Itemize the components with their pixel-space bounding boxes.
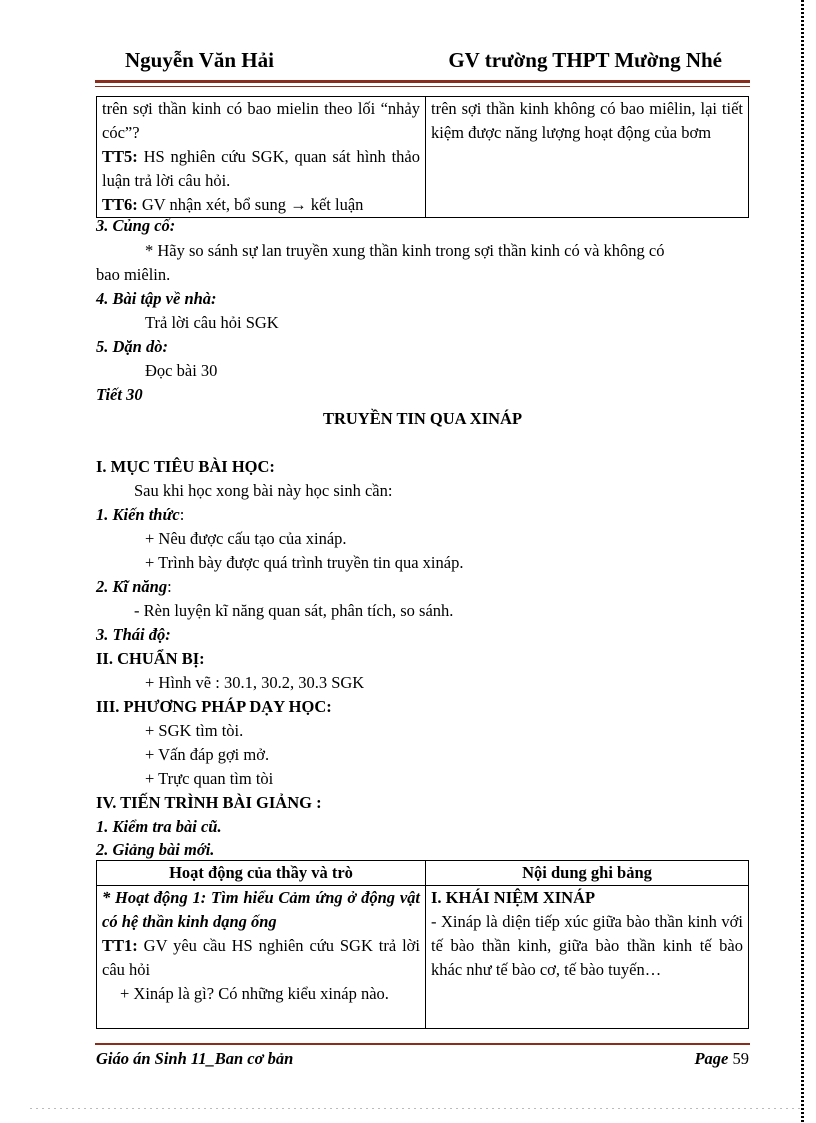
section-tiet: Tiết 30 <box>96 385 143 404</box>
activity-header-right: Nội dung ghi bảng <box>426 861 749 886</box>
top-left-line-1: trên sợi thần kinh có bao mielin theo lối “nhảy cóc”? <box>102 99 420 142</box>
activity-tt1: TT1: GV yêu cầu HS nghiên cứu SGK trả lời câu hỏi <box>102 936 420 979</box>
footer-rule <box>95 1043 750 1045</box>
section-kien-thuc: 1. Kiến thức: <box>96 505 185 524</box>
muc-tieu-text: Sau khi học xong bài này học sinh cần: <box>134 481 393 500</box>
header-author: Nguyễn Văn Hải <box>125 48 274 72</box>
section-muc-tieu: I. MỤC TIÊU BÀI HỌC: <box>96 457 275 476</box>
page-header <box>95 46 750 76</box>
page-border-bottom <box>30 1108 804 1109</box>
footer-page: Page 59 <box>694 1049 749 1068</box>
section-tien-trinh: IV. TIẾN TRÌNH BÀI GIẢNG : <box>96 793 322 812</box>
cung-co-text-1: * Hãy so sánh sự lan truyền xung thần kinh trong sợi thần kinh có và không có <box>145 241 665 260</box>
cung-co-text-2: bao miêlin. <box>96 265 171 284</box>
activity-header-left: Hoạt động của thầy và trò <box>97 861 426 886</box>
pp-1: + SGK tìm tòi. <box>145 721 244 740</box>
activity-right-cell <box>426 886 749 1029</box>
header-school: GV trường THPT Mường Nhé <box>448 48 722 72</box>
dan-do-text: Đọc bài 30 <box>145 361 218 380</box>
kien-thuc-2: + Trình bày được quá trình truyền tin qua xináp. <box>145 553 464 572</box>
top-table <box>96 96 749 218</box>
header-rule <box>95 80 750 83</box>
section-cung-co: 3. Củng cố: <box>96 216 176 235</box>
section-dan-do: 5. Dặn dò: <box>96 337 168 356</box>
section-phuong-phap: III. PHƯƠNG PHÁP DẠY HỌC: <box>96 697 332 716</box>
pp-2: + Vấn đáp gợi mở. <box>145 745 270 764</box>
section-bai-tap: 4. Bài tập về nhà: <box>96 289 217 308</box>
khai-niem-text: - Xináp là diện tiếp xúc giữa bào thần kinh với tế bào thần kinh, giữa bào thần kinh tế bào khác như tế bào cơ, tế bào tuyến… <box>431 912 743 979</box>
footer-left: Giáo án Sinh 11_Ban cơ bản <box>96 1049 294 1068</box>
kien-thuc-1: + Nêu được cấu tạo của xináp. <box>145 529 347 548</box>
bai-tap-text: Trả lời câu hỏi SGK <box>145 313 279 332</box>
page-footer <box>96 1049 749 1069</box>
activity-question: + Xináp là gì? Có những kiểu xináp nào. <box>120 984 389 1003</box>
top-table-right-cell: trên sợi thần kinh không có bao miêlin, lại tiết kiệm được năng lượng hoạt động của bơm <box>426 97 749 218</box>
section-kiem-tra: 1. Kiểm tra bài cũ. <box>96 817 222 836</box>
top-left-line-3: TT6: GV nhận xét, bổ sung → kết luận <box>102 195 364 214</box>
lesson-title: TRUYỀN TIN QUA XINÁP <box>322 409 523 428</box>
activity-table <box>96 860 749 1029</box>
page-number: 59 <box>732 1049 749 1068</box>
top-left-line-2: TT5: HS nghiên cứu SGK, quan sát hình thảo luận trả lời câu hỏi. <box>102 147 420 190</box>
header-rule-thin <box>95 86 750 87</box>
chuan-bi-1: + Hình vẽ : 30.1, 30.2, 30.3 SGK <box>145 673 365 692</box>
pp-3: + Trực quan tìm tòi <box>145 769 274 788</box>
section-thai-do: 3. Thái độ: <box>96 625 171 644</box>
section-giang-bai: 2. Giảng bài mới. <box>96 840 215 859</box>
page-border-right <box>801 0 804 1123</box>
activity-title: * Hoạt động 1: Tìm hiểu Cảm ứng ở động vật có hệ thần kinh dạng ống <box>102 888 420 931</box>
top-table-left-cell <box>97 97 426 218</box>
section-ki-nang: 2. Kĩ năng: <box>96 577 172 596</box>
khai-niem-heading: I. KHÁI NIỆM XINÁP <box>431 888 596 907</box>
ki-nang-1: - Rèn luyện kĩ năng quan sát, phân tích, so sánh. <box>134 601 454 620</box>
section-chuan-bi: II. CHUẨN BỊ: <box>96 649 205 668</box>
activity-left-cell <box>97 886 426 1029</box>
